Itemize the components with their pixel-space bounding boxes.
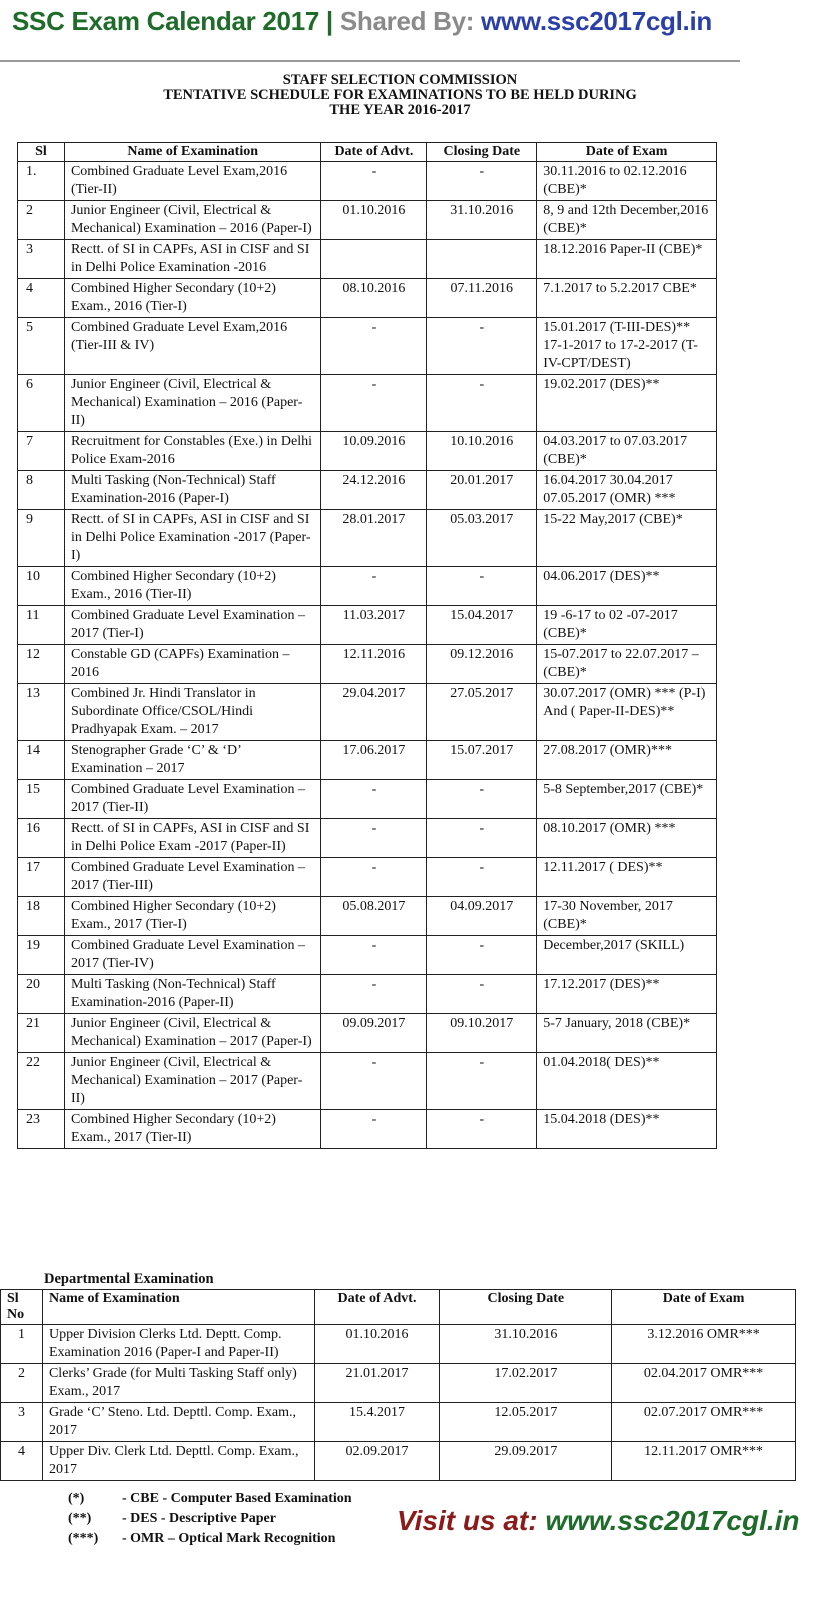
cell-sl: 4 — [1, 1442, 43, 1481]
cell-closing: - — [427, 567, 537, 606]
departmental-table — [0, 1289, 796, 1481]
cell-exam: 17.12.2017 (DES)** — [537, 975, 717, 1014]
cell-closing: 09.12.2016 — [427, 645, 537, 684]
cell-name: Upper Division Clerks Ltd. Deptt. Comp. Examination 2016 (Paper-I and Paper-II) — [42, 1325, 314, 1364]
cell-exam: 01.04.2018( DES)** — [537, 1053, 717, 1110]
table-row — [18, 645, 717, 684]
dept-header-advt: Date of Advt. — [314, 1290, 440, 1325]
cell-exam: 18.12.2016 Paper-II (CBE)* — [537, 240, 717, 279]
cell-sl: 19 — [18, 936, 65, 975]
table-row — [1, 1403, 796, 1442]
cell-name: Combined Higher Secondary (10+2) Exam., 2017 (Tier-I) — [64, 897, 321, 936]
cell-advt: 05.08.2017 — [321, 897, 427, 936]
cell-name: Upper Div. Clerk Ltd. Depttl. Comp. Exam., 2017 — [42, 1442, 314, 1481]
cell-exam: 12.11.2017 OMR*** — [612, 1442, 796, 1481]
cell-closing: 17.02.2017 — [440, 1364, 612, 1403]
cell-advt: 24.12.2016 — [321, 471, 427, 510]
cell-name: Combined Higher Secondary (10+2) Exam., 2016 (Tier-II) — [64, 567, 321, 606]
cell-advt: 29.04.2017 — [321, 684, 427, 741]
header-closing: Closing Date — [427, 143, 537, 162]
cell-advt: 12.11.2016 — [321, 645, 427, 684]
visit-site-link[interactable]: www.ssc2017cgl.in — [545, 1505, 800, 1536]
cell-exam: 15.04.2018 (DES)** — [537, 1110, 717, 1149]
cell-name: Combined Graduate Level Examination – 2017 (Tier-I) — [64, 606, 321, 645]
cell-closing: 27.05.2017 — [427, 684, 537, 741]
cell-name: Combined Graduate Level Examination – 2017 (Tier-II) — [64, 780, 321, 819]
cell-sl: 6 — [18, 375, 65, 432]
cell-sl: 10 — [18, 567, 65, 606]
cell-advt: 09.09.2017 — [321, 1014, 427, 1053]
cell-sl: 9 — [18, 510, 65, 567]
cell-closing: 09.10.2017 — [427, 1014, 537, 1053]
cell-advt — [321, 240, 427, 279]
cell-exam: 30.11.2016 to 02.12.2016 (CBE)* — [537, 162, 717, 201]
legend-text: - DES - Descriptive Paper — [122, 1511, 276, 1526]
cell-advt: - — [321, 858, 427, 897]
cell-closing: 31.10.2016 — [427, 201, 537, 240]
cell-exam: 12.11.2017 ( DES)** — [537, 858, 717, 897]
table-row — [18, 567, 717, 606]
cell-advt: - — [321, 162, 427, 201]
visit-label: Visit us at: — [397, 1505, 546, 1536]
header-advt: Date of Advt. — [321, 143, 427, 162]
dept-header-closing: Closing Date — [440, 1290, 612, 1325]
legend-symbol: (**) — [68, 1511, 92, 1526]
cell-closing: 15.07.2017 — [427, 741, 537, 780]
cell-closing: - — [427, 375, 537, 432]
table-row — [18, 240, 717, 279]
legend-item — [68, 1509, 352, 1529]
cell-name: Combined Graduate Level Exam,2016 (Tier-III & IV) — [64, 318, 321, 375]
table-row — [1, 1442, 796, 1481]
cell-sl: 18 — [18, 897, 65, 936]
cell-advt: 01.10.2016 — [321, 201, 427, 240]
cell-exam: 19 -6-17 to 02 -07-2017 (CBE)* — [537, 606, 717, 645]
cell-exam: 15-22 May,2017 (CBE)* — [537, 510, 717, 567]
cell-advt: - — [321, 1053, 427, 1110]
cell-exam: 02.04.2017 OMR*** — [612, 1364, 796, 1403]
cell-name: Junior Engineer (Civil, Electrical & Mechanical) Examination – 2016 (Paper-I) — [64, 201, 321, 240]
banner-shared-by: Shared By: — [339, 6, 482, 36]
cell-exam: 08.10.2017 (OMR) *** — [537, 819, 717, 858]
cell-advt: 15.4.2017 — [314, 1403, 440, 1442]
cell-closing — [427, 240, 537, 279]
banner-site-link[interactable]: www.ssc2017cgl.in — [481, 6, 712, 36]
cell-name: Junior Engineer (Civil, Electrical & Mechanical) Examination – 2017 (Paper-I) — [64, 1014, 321, 1053]
table-row — [18, 201, 717, 240]
cell-closing: 20.01.2017 — [427, 471, 537, 510]
cell-sl: 8 — [18, 471, 65, 510]
cell-exam: 15.01.2017 (T-III-DES)** 17-1-2017 to 17-2-2017 (T-IV-CPT/DEST) — [537, 318, 717, 375]
cell-advt: - — [321, 375, 427, 432]
cell-sl: 7 — [18, 432, 65, 471]
cell-advt: 08.10.2016 — [321, 279, 427, 318]
cell-advt: 01.10.2016 — [314, 1325, 440, 1364]
cell-closing: - — [427, 819, 537, 858]
cell-exam: 7.1.2017 to 5.2.2017 CBE* — [537, 279, 717, 318]
cell-advt: - — [321, 819, 427, 858]
cell-closing: - — [427, 1110, 537, 1149]
legend-text: - OMR – Optical Mark Recognition — [122, 1531, 336, 1546]
cell-closing: - — [427, 975, 537, 1014]
cell-exam: 30.07.2017 (OMR) *** (P-I) And ( Paper-II-DES)** — [537, 684, 717, 741]
schedule-header-row — [18, 143, 717, 162]
cell-closing: - — [427, 780, 537, 819]
cell-advt: 10.09.2016 — [321, 432, 427, 471]
cell-sl: 17 — [18, 858, 65, 897]
heading-line-2: TENTATIVE SCHEDULE FOR EXAMINATIONS TO BE HELD DURING — [163, 87, 637, 103]
cell-sl: 21 — [18, 1014, 65, 1053]
cell-closing: 12.05.2017 — [440, 1403, 612, 1442]
cell-advt: - — [321, 936, 427, 975]
visit-banner — [397, 1505, 800, 1537]
cell-sl: 4 — [18, 279, 65, 318]
banner-title: SSC Exam Calendar 2017 | — [12, 6, 340, 36]
cell-name: Constable GD (CAPFs) Examination – 2016 — [64, 645, 321, 684]
cell-name: Multi Tasking (Non-Technical) Staff Examination-2016 (Paper-I) — [64, 471, 321, 510]
heading-line-1: STAFF SELECTION COMMISSION — [282, 72, 518, 88]
table-row — [18, 510, 717, 567]
header-name: Name of Examination — [64, 143, 321, 162]
table-row — [18, 279, 717, 318]
cell-exam: 04.06.2017 (DES)** — [537, 567, 717, 606]
cell-closing: - — [427, 1053, 537, 1110]
table-row — [18, 606, 717, 645]
cell-exam: 19.02.2017 (DES)** — [537, 375, 717, 432]
table-row — [18, 162, 717, 201]
cell-closing: 04.09.2017 — [427, 897, 537, 936]
table-row — [18, 375, 717, 432]
table-row — [18, 975, 717, 1014]
legend-item — [68, 1529, 352, 1549]
document-heading — [130, 73, 670, 118]
heading-line-3: THE YEAR 2016-2017 — [329, 102, 471, 118]
cell-name: Rectt. of SI in CAPFs, ASI in CISF and SI in Delhi Police Examination -2017 (Paper-I) — [64, 510, 321, 567]
cell-sl: 12 — [18, 645, 65, 684]
cell-name: Combined Jr. Hindi Translator in Subordinate Office/CSOL/Hindi Pradhyapak Exam. – 2017 — [64, 684, 321, 741]
cell-closing: - — [427, 936, 537, 975]
cell-exam: 04.03.2017 to 07.03.2017 (CBE)* — [537, 432, 717, 471]
cell-sl: 13 — [18, 684, 65, 741]
cell-sl: 3 — [18, 240, 65, 279]
table-row — [18, 1014, 717, 1053]
table-row — [18, 684, 717, 741]
table-row — [18, 1053, 717, 1110]
cell-sl: 16 — [18, 819, 65, 858]
cell-sl: 15 — [18, 780, 65, 819]
cell-sl: 5 — [18, 318, 65, 375]
cell-name: Stenographer Grade ‘C’ & ‘D’ Examination – 2017 — [64, 741, 321, 780]
departmental-title: Departmental Examination — [44, 1271, 214, 1287]
cell-closing: - — [427, 162, 537, 201]
cell-closing: 10.10.2016 — [427, 432, 537, 471]
cell-name: Multi Tasking (Non-Technical) Staff Examination-2016 (Paper-II) — [64, 975, 321, 1014]
table-row — [18, 1110, 717, 1149]
cell-exam: 8, 9 and 12th December,2016 (CBE)* — [537, 201, 717, 240]
cell-advt: - — [321, 975, 427, 1014]
cell-exam: 17-30 November, 2017 (CBE)* — [537, 897, 717, 936]
cell-closing: 05.03.2017 — [427, 510, 537, 567]
cell-sl: 1. — [18, 162, 65, 201]
cell-closing: 31.10.2016 — [440, 1325, 612, 1364]
cell-closing: 15.04.2017 — [427, 606, 537, 645]
cell-name: Rectt. of SI in CAPFs, ASI in CISF and SI in Delhi Police Exam -2017 (Paper-II) — [64, 819, 321, 858]
cell-advt: 02.09.2017 — [314, 1442, 440, 1481]
table-row — [18, 936, 717, 975]
schedule-table — [17, 142, 717, 1149]
cell-sl: 20 — [18, 975, 65, 1014]
table-row — [1, 1364, 796, 1403]
table-row — [18, 858, 717, 897]
cell-exam: 15-07.2017 to 22.07.2017 – (CBE)* — [537, 645, 717, 684]
cell-advt: 28.01.2017 — [321, 510, 427, 567]
cell-name: Junior Engineer (Civil, Electrical & Mechanical) Examination – 2016 (Paper-II) — [64, 375, 321, 432]
cell-advt: - — [321, 318, 427, 375]
header-exam: Date of Exam — [537, 143, 717, 162]
dept-header-sl: Sl No — [1, 1290, 43, 1325]
table-row — [1, 1325, 796, 1364]
cell-name: Grade ‘C’ Steno. Ltd. Depttl. Comp. Exam., 2017 — [42, 1403, 314, 1442]
cell-exam: December,2017 (SKILL) — [537, 936, 717, 975]
cell-exam: 5-8 September,2017 (CBE)* — [537, 780, 717, 819]
schedule-body — [18, 162, 717, 1149]
dept-header-name: Name of Examination — [42, 1290, 314, 1325]
cell-name: Recruitment for Constables (Exe.) in Delhi Police Exam-2016 — [64, 432, 321, 471]
legend-text: - CBE - Computer Based Examination — [122, 1491, 352, 1506]
cell-sl: 14 — [18, 741, 65, 780]
cell-name: Combined Higher Secondary (10+2) Exam., 2016 (Tier-I) — [64, 279, 321, 318]
cell-advt: - — [321, 567, 427, 606]
cell-sl: 2 — [1, 1364, 43, 1403]
cell-exam: 16.04.2017 30.04.2017 07.05.2017 (OMR) *** — [537, 471, 717, 510]
banner-divider — [0, 60, 740, 62]
cell-exam: 02.07.2017 OMR*** — [612, 1403, 796, 1442]
cell-name: Clerks’ Grade (for Multi Tasking Staff only) Exam., 2017 — [42, 1364, 314, 1403]
cell-advt: 11.03.2017 — [321, 606, 427, 645]
cell-sl: 2 — [18, 201, 65, 240]
cell-name: Combined Graduate Level Examination – 2017 (Tier-III) — [64, 858, 321, 897]
table-row — [18, 780, 717, 819]
table-row — [18, 819, 717, 858]
cell-name: Combined Higher Secondary (10+2) Exam., 2017 (Tier-II) — [64, 1110, 321, 1149]
cell-exam: 27.08.2017 (OMR)*** — [537, 741, 717, 780]
cell-name: Combined Graduate Level Exam,2016 (Tier-II) — [64, 162, 321, 201]
cell-advt: - — [321, 1110, 427, 1149]
departmental-header-row — [1, 1290, 796, 1325]
header-sl: Sl — [18, 143, 65, 162]
cell-exam: 3.12.2016 OMR*** — [612, 1325, 796, 1364]
table-row — [18, 741, 717, 780]
legend-symbol: (*) — [68, 1491, 85, 1506]
cell-closing: - — [427, 318, 537, 375]
legend-item — [68, 1489, 352, 1509]
legend — [68, 1489, 352, 1549]
table-row — [18, 318, 717, 375]
cell-name: Rectt. of SI in CAPFs, ASI in CISF and SI in Delhi Police Examination -2016 — [64, 240, 321, 279]
legend-symbol: (***) — [68, 1531, 99, 1546]
cell-exam: 5-7 January, 2018 (CBE)* — [537, 1014, 717, 1053]
table-row — [18, 432, 717, 471]
cell-name: Combined Graduate Level Examination – 2017 (Tier-IV) — [64, 936, 321, 975]
cell-name: Junior Engineer (Civil, Electrical & Mechanical) Examination – 2017 (Paper-II) — [64, 1053, 321, 1110]
cell-sl: 23 — [18, 1110, 65, 1149]
departmental-body — [1, 1325, 796, 1481]
cell-closing: 29.09.2017 — [440, 1442, 612, 1481]
site-banner — [12, 6, 712, 37]
table-row — [18, 897, 717, 936]
cell-closing: 07.11.2016 — [427, 279, 537, 318]
table-row — [18, 471, 717, 510]
cell-advt: - — [321, 780, 427, 819]
cell-sl: 1 — [1, 1325, 43, 1364]
cell-advt: 17.06.2017 — [321, 741, 427, 780]
cell-sl: 22 — [18, 1053, 65, 1110]
cell-sl: 3 — [1, 1403, 43, 1442]
cell-closing: - — [427, 858, 537, 897]
cell-sl: 11 — [18, 606, 65, 645]
cell-advt: 21.01.2017 — [314, 1364, 440, 1403]
dept-header-exam: Date of Exam — [612, 1290, 796, 1325]
